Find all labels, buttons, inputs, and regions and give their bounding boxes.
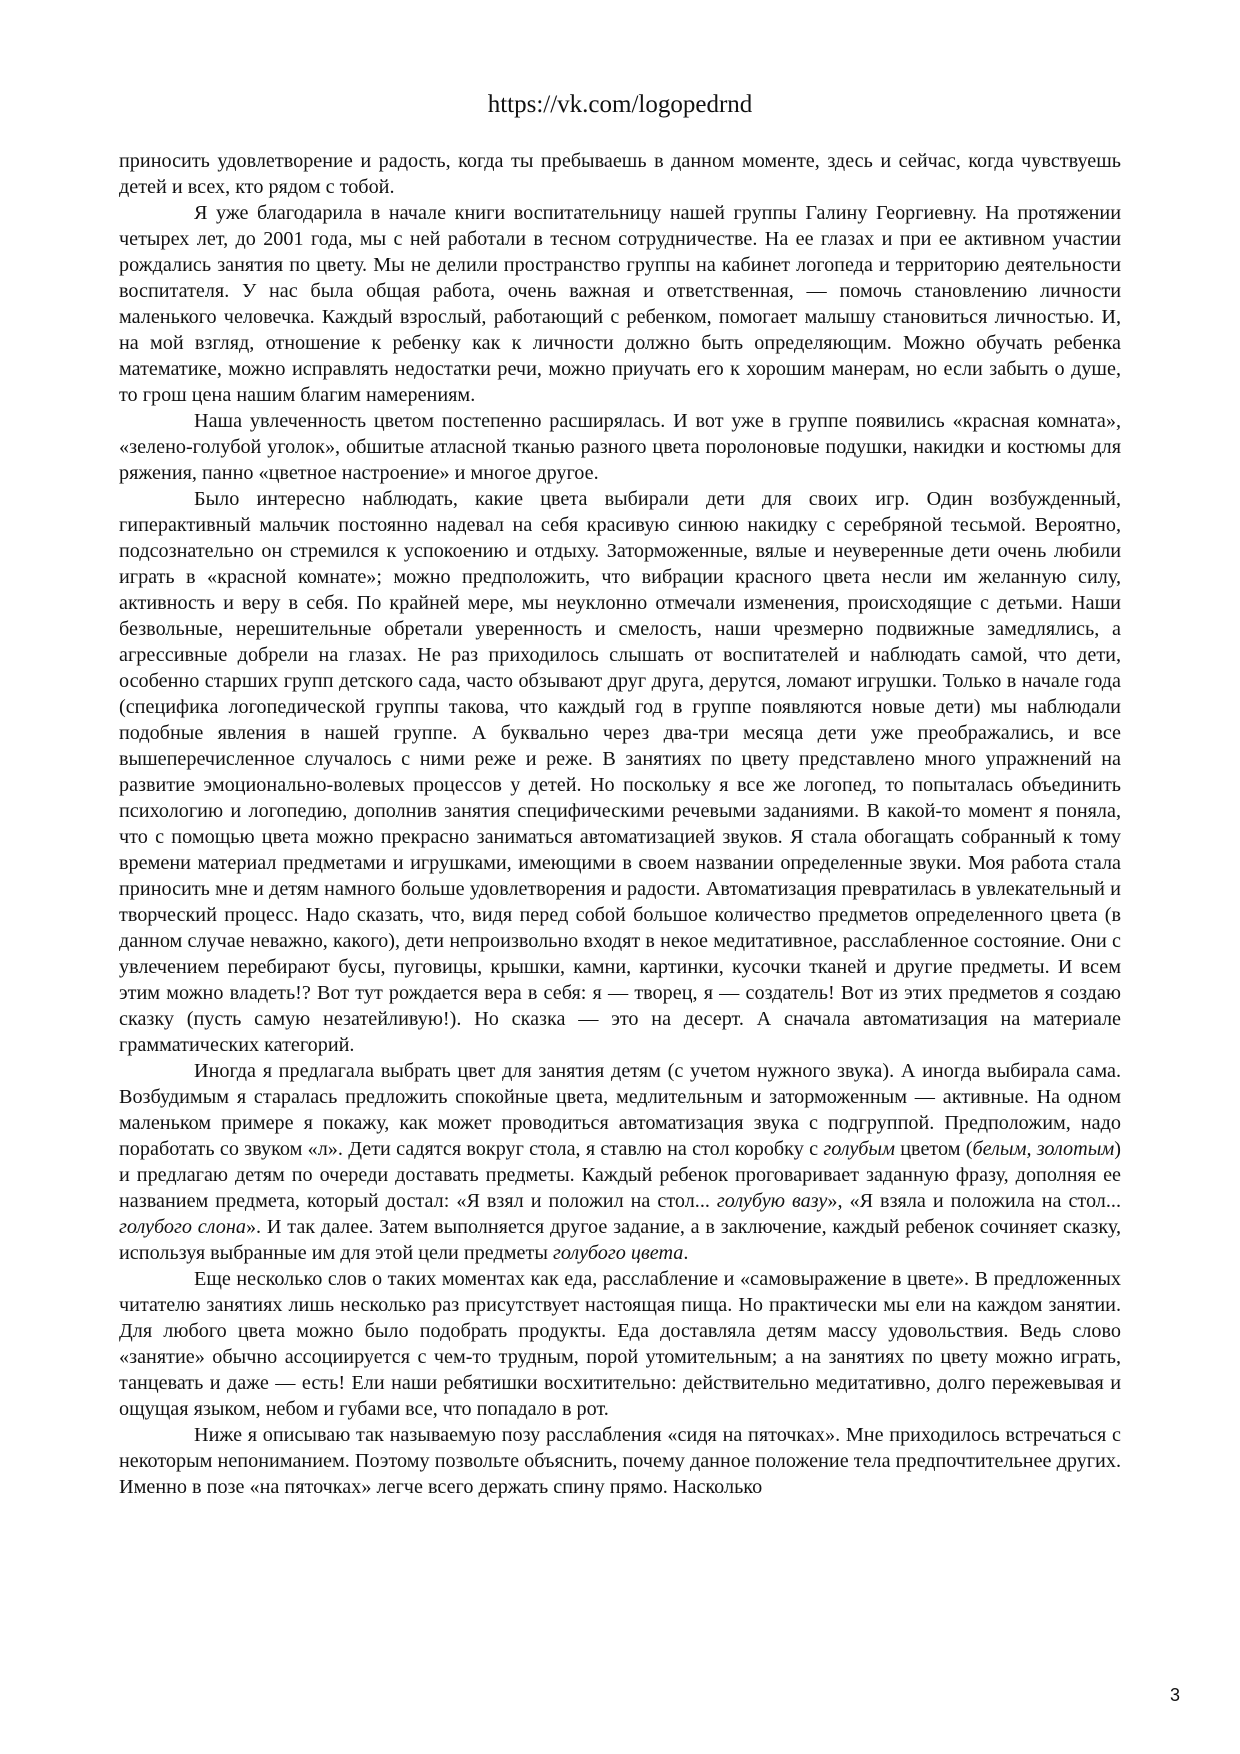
paragraph-5-text-d: », «Я взяла и положила на стол... xyxy=(827,1190,1122,1212)
paragraph-5-italic-4: голубого слона xyxy=(119,1216,246,1238)
paragraph-3: Наша увлеченность цветом постепенно расширялась. И вот уже в группе появились «красная комната», «зелено-голубой уголок», обшитые атласной тканью разного цвета поролоновые подушки, накидки и костюмы для ряжения, панно «цветное настроение» и многое другое. xyxy=(119,410,1121,484)
paragraph-5-italic-2: белым, золотым xyxy=(972,1138,1115,1160)
page-number: 3 xyxy=(1170,1685,1181,1705)
paragraph-5-text-a: Иногда я предлагала выбрать цвет для занятия детям (с учетом нужного звука). А иногда выбирала сама. Возбудимым я старалась предложить спокойные цвета, медлительным и заторможенным — активные. На одном маленьком примере я покажу, как может проводиться автоматизация звука с подгруппой. Предположим, надо поработать со звуком «л». Дети садятся вокруг стола, я ставлю на стол коробку с xyxy=(119,1060,1121,1160)
header-url: https://vk.com/logopedrnd xyxy=(487,91,753,118)
paragraph-5-text-b: цветом ( xyxy=(894,1138,973,1160)
paragraph-6: Еще несколько слов о таких моментах как еда, расслабление и «самовыражение в цвете». В предложенных читателю занятиях лишь несколько раз присутствует настоящая пища. Но практически мы ели на каждом занятии. Для любого цвета можно было подобрать продукты. Еда доставляла детям массу удовольствия. Ведь слово «занятие» обычно ассоциируется с чем-то трудным, порой утомительным; а на занятиях по цвету можно играть, танцевать и даже — есть! Ели наши ребятишки восхитительно: действительно медитативно, долго пережевывая и ощущая языком, небом и губами все, что попадало в рот. xyxy=(119,1268,1121,1420)
paragraph-5-italic-3: голубую вазу xyxy=(716,1190,828,1212)
paragraph-7: Ниже я описываю так называемую позу расслабления «сидя на пяточках». Мне приходилось встречаться с некоторым непониманием. Поэтому позвольте объяснить, почему данное положение тела предпочтительнее других. Именно в позе «на пяточках» легче всего держать спину прямо. Насколько xyxy=(119,1424,1121,1498)
paragraph-5-text-e: ». И так далее. Затем выполняется другое задание, а в заключение, каждый ребенок сочиняет сказку, используя выбранные им для этой цели предметы xyxy=(119,1216,1121,1264)
paragraph-5-italic-1: голубым xyxy=(823,1138,895,1160)
paragraph-5 xyxy=(119,1058,1121,1266)
paragraph-5-italic-5: голубого цвета xyxy=(552,1242,684,1264)
document-body xyxy=(119,148,1121,1500)
paragraph-1: приносить удовлетворение и радость, когда ты пребываешь в данном моменте, здесь и сейчас, когда чувствуешь детей и всех, кто рядом с тобой. xyxy=(119,150,1121,198)
paragraph-2: Я уже благодарила в начале книги воспитательницу нашей группы Галину Георгиевну. На протяжении четырех лет, до 2001 года, мы с ней работали в тесном сотрудничестве. На ее глазах и при ее активном участии рождались занятия по цвету. Мы не делили пространство группы на кабинет логопеда и территорию деятельности воспитателя. У нас была общая работа, очень важная и ответственная, — помочь становлению личности маленького человечка. Каждый взрослый, работающий с ребенком, помогает малышу становиться личностью. И, на мой взгляд, отношение к ребенку как к личности должно быть определяющим. Можно обучать ребенка математике, можно исправлять недостатки речи, можно приучать его к хорошим манерам, но если забыть о душе, то грош цена нашим благим намерениям. xyxy=(119,202,1121,406)
paragraph-5-text-c: ) и предлагаю детям по очереди доставать предметы. Каждый ребенок проговаривает заданную фразу, дополняя ее названием предмета, который достал: «Я взял и положил на стол... xyxy=(119,1138,1121,1212)
paragraph-4: Было интересно наблюдать, какие цвета выбирали дети для своих игр. Один возбужденный, гиперактивный мальчик постоянно надевал на себя красивую синюю накидку с серебряной тесьмой. Вероятно, подсознательно он стремился к успокоению и отдыху. Заторможенные, вялые и неуверенные дети очень любили играть в «красной комнате»; можно предположить, что вибрации красного цвета несли им желанную силу, активность и веру в себя. По крайней мере, мы неуклонно отмечали изменения, происходящие с детьми. Наши безвольные, нерешительные обретали уверенность и смелость, наши чрезмерно подвижные замедлялись, а агрессивные добрели на глазах. Не раз приходилось слышать от воспитателей и наблюдать самой, что дети, особенно старших групп детского сада, часто обзывают друг друга, дерутся, ломают игрушки. Только в начале года (специфика логопедической группы такова, что каждый год в группе появляются новые дети) мы наблюдали подобные явления в нашей группе. А буквально через два-три месяца дети уже преображались, и все вышеперечисленное случалось с ними реже и реже. В занятиях по цвету представлено много упражнений на развитие эмоционально-волевых процессов у детей. Но поскольку я все же логопед, то попыталась объединить психологию и логопедию, дополнив занятия специфическими речевыми заданиями. В какой-то момент я поняла, что с помощью цвета можно прекрасно заниматься автоматизацией звуков. Я стала обогащать собранный к тому времени материал предметами и игрушками, имеющими в своем названии определенные звуки. Моя работа стала приносить мне и детям намного больше удовлетворения и радости. Автоматизация превратилась в увлекательный и творческий процесс. Надо сказать, что, видя перед собой большое количество предметов определенного цвета (в данном случае неважно, какого), дети непроизвольно входят в некое медитативное, расслабленное состояние. Они с увлечением перебирают бусы, пуговицы, крышки, камни, картинки, кусочки тканей и другие предметы. И всем этим можно владеть!? Вот тут рождается вера в себя: я — творец, я — создатель! Вот из этих предметов я создаю сказку (пусть самую незатейливую!). Но сказка — это на десерт. А сначала автоматизация на материале грамматических категорий. xyxy=(119,488,1121,1056)
paragraph-5-text-f: . xyxy=(683,1242,689,1264)
